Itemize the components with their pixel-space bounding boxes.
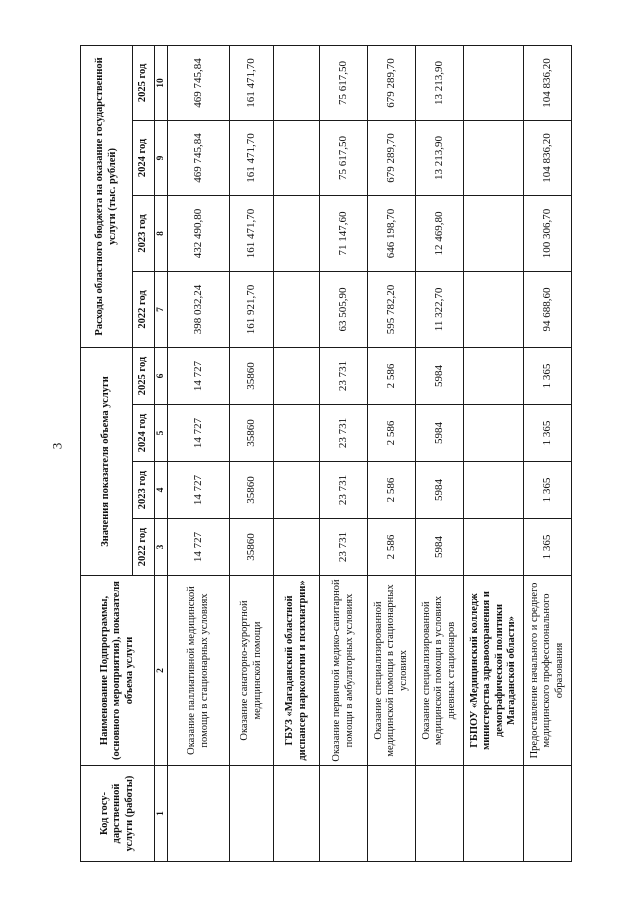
- volume-value: [274, 347, 320, 404]
- column-number: 5: [155, 405, 168, 462]
- volume-value: 14 727: [168, 347, 230, 404]
- expense-value: [464, 45, 524, 120]
- expense-value: 13 213,90: [416, 45, 464, 120]
- header-year: 2025 год: [133, 347, 155, 404]
- table-row: [320, 45, 368, 861]
- expense-value: 71 147,60: [320, 195, 368, 271]
- expense-value: 11 322,70: [416, 271, 464, 347]
- expense-value: [464, 195, 524, 271]
- table-row: [416, 45, 464, 861]
- column-number-row: [155, 45, 168, 861]
- expense-value: 595 782,20: [368, 271, 416, 347]
- volume-value: 5984: [416, 347, 464, 404]
- service-code: [230, 766, 274, 862]
- table-header: [81, 45, 155, 861]
- expense-value: 646 198,70: [368, 195, 416, 271]
- service-name: Оказание санаторно-курортной медицинской помощи: [230, 576, 274, 766]
- expense-value: [464, 271, 524, 347]
- service-code: [168, 766, 230, 862]
- expense-value: [464, 120, 524, 195]
- volume-value: 1 365: [524, 462, 572, 519]
- service-code: [464, 766, 524, 862]
- service-name: Оказание первичной медико-санитарной помощи в амбулаторных условиях: [320, 576, 368, 766]
- expense-value: 161 921,70: [230, 271, 274, 347]
- header-name: Наименование Подпрограммы, (основного мероприятия), показателя объема услуги: [81, 576, 155, 766]
- volume-value: [274, 405, 320, 462]
- volume-value: 23 731: [320, 519, 368, 576]
- volume-value: 23 731: [320, 405, 368, 462]
- volume-value: [464, 405, 524, 462]
- expense-value: [274, 195, 320, 271]
- volume-value: 2 586: [368, 519, 416, 576]
- expense-value: 161 471,70: [230, 195, 274, 271]
- header-expense-group: Расходы областного бюджета на оказание государственной услуги (тыс. рублей): [81, 45, 133, 347]
- expense-value: 94 688,60: [524, 271, 572, 347]
- volume-value: 5984: [416, 462, 464, 519]
- service-name: Оказание специализированной медицинской помощи в условиях дневных стационаров: [416, 576, 464, 766]
- service-code: [368, 766, 416, 862]
- expense-value: 104 836,20: [524, 45, 572, 120]
- volume-value: 5984: [416, 519, 464, 576]
- expense-value: 161 471,70: [230, 120, 274, 195]
- header-volume-group: Значения показателя объема услуги: [81, 347, 133, 575]
- column-number: 1: [155, 766, 168, 862]
- volume-value: [464, 347, 524, 404]
- rotated-table-container: [80, 46, 565, 862]
- service-name: Предоставление начального и среднего медицинского профессионального образования: [524, 576, 572, 766]
- volume-value: 2 586: [368, 347, 416, 404]
- column-number: 9: [155, 120, 168, 195]
- organization-name: ГБУЗ «Магаданский областной диспансер наркологии и психиатрии»: [274, 576, 320, 766]
- volume-value: 2 586: [368, 405, 416, 462]
- table-row: [230, 45, 274, 861]
- service-name: Оказание паллиативной медицинской помощи в стационарных условиях: [168, 576, 230, 766]
- volume-value: 23 731: [320, 347, 368, 404]
- expense-value: 75 617,50: [320, 45, 368, 120]
- expense-value: 679 289,70: [368, 45, 416, 120]
- volume-value: 14 727: [168, 519, 230, 576]
- column-number: 6: [155, 347, 168, 404]
- expense-value: 13 213,90: [416, 120, 464, 195]
- column-number: 10: [155, 45, 168, 120]
- expense-value: 469 745,84: [168, 120, 230, 195]
- expense-value: 469 745,84: [168, 45, 230, 120]
- volume-value: [274, 462, 320, 519]
- volume-value: 23 731: [320, 462, 368, 519]
- volume-value: [464, 519, 524, 576]
- volume-value: 35860: [230, 347, 274, 404]
- header-year: 2022 год: [133, 271, 155, 347]
- column-number: 4: [155, 462, 168, 519]
- header-year: 2025 год: [133, 45, 155, 120]
- volume-value: [274, 519, 320, 576]
- expense-value: 398 032,24: [168, 271, 230, 347]
- expense-value: 104 836,20: [524, 120, 572, 195]
- expense-value: 432 490,80: [168, 195, 230, 271]
- header-year: 2023 год: [133, 195, 155, 271]
- volume-value: 1 365: [524, 405, 572, 462]
- expense-value: 100 306,70: [524, 195, 572, 271]
- volume-value: 35860: [230, 405, 274, 462]
- volume-value: 14 727: [168, 405, 230, 462]
- budget-services-table: [80, 45, 572, 862]
- table-body: [155, 45, 572, 861]
- header-year: 2023 год: [133, 462, 155, 519]
- expense-value: 63 505,90: [320, 271, 368, 347]
- volume-value: 1 365: [524, 347, 572, 404]
- volume-value: 14 727: [168, 462, 230, 519]
- volume-value: [464, 462, 524, 519]
- page-number: 3: [49, 442, 65, 450]
- table-row: [464, 45, 524, 861]
- column-number: 2: [155, 576, 168, 766]
- expense-value: [274, 271, 320, 347]
- header-year: 2024 год: [133, 120, 155, 195]
- table-row: [274, 45, 320, 861]
- volume-value: 35860: [230, 519, 274, 576]
- expense-value: 75 617,50: [320, 120, 368, 195]
- expense-value: 161 471,70: [230, 45, 274, 120]
- service-name: Оказание специализированной медицинской помощи в стационарных условиях: [368, 576, 416, 766]
- header-year: 2022 год: [133, 519, 155, 576]
- expense-value: 679 289,70: [368, 120, 416, 195]
- table-row: [368, 45, 416, 861]
- table-row: [524, 45, 572, 861]
- service-code: [416, 766, 464, 862]
- volume-value: 5984: [416, 405, 464, 462]
- volume-value: 1 365: [524, 519, 572, 576]
- organization-name: ГБПОУ «Медицинский колледж министерства здравоохранения и демографической политики Магаданской области»: [464, 576, 524, 766]
- header-year: 2024 год: [133, 405, 155, 462]
- table-row: [168, 45, 230, 861]
- service-code: [524, 766, 572, 862]
- header-code: Код госу-дарственной услуги (работы): [81, 766, 155, 862]
- column-number: 3: [155, 519, 168, 576]
- expense-value: 12 469,80: [416, 195, 464, 271]
- column-number: 8: [155, 195, 168, 271]
- expense-value: [274, 120, 320, 195]
- volume-value: 35860: [230, 462, 274, 519]
- volume-value: 2 586: [368, 462, 416, 519]
- service-code: [274, 766, 320, 862]
- service-code: [320, 766, 368, 862]
- column-number: 7: [155, 271, 168, 347]
- expense-value: [274, 45, 320, 120]
